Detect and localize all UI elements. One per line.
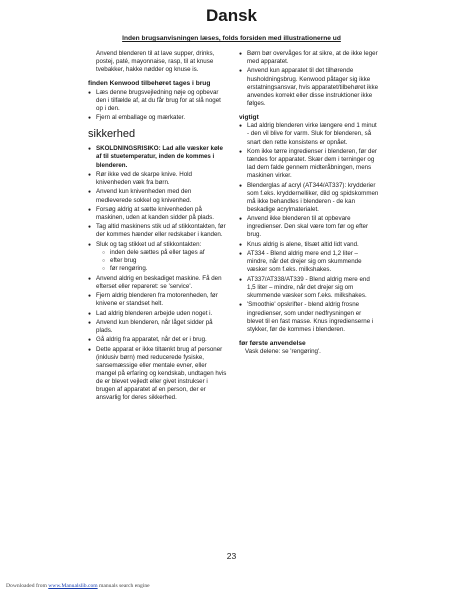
list-item: ● Lad aldrig blenderen virke længere end 1 minut - den vil blive for varm. Sluk for blenderen, så snart den rette konsistens er opnået.: [239, 122, 379, 146]
first-use-text: Vask delene: se 'rengøring'.: [245, 348, 321, 356]
section-heading-before-use: finden Kenwood tilbehøret tages i brug: [88, 80, 211, 88]
list-item: ● Blenderglas af acryl (AT344/AT337): krydderier som f.eks. kryddernelliker, dild og spidskommen må ikke behandles i blenderen - de kan beskadige acrylmaterialet.: [239, 182, 379, 214]
list-item: ● Fjern al emballage og mærkater.: [88, 114, 228, 122]
section-heading-first-use: før første anvendelse: [239, 339, 306, 347]
list-item: ● Rør ikke ved de skarpe knive. Hold knivenheden væk fra børn.: [88, 171, 228, 187]
safety-list-continued: [239, 50, 379, 108]
download-footer: [6, 583, 150, 589]
list-item: ● Anvend aldrig en beskadiget maskine. Få den efterset eller repareret: se 'service'.: [88, 275, 228, 291]
footer-suffix: manuals search engine: [99, 583, 150, 589]
intro-paragraph: Anvend blenderen til at lave supper, drinks, postej, paté, mayonnaise, rasp, til at knuse tvebakker, hakke nødder og knuse is.: [96, 50, 215, 74]
list-item: ● Dette apparat er ikke tiltænkt brug af personer (inklusiv børn) med reducerede fysiske, sansemæssige eller mentale evner, eller mangel på erfaring og kendskab, undtagen hvis de er blevet vejledt eller givet instrukser i brugen af apparatet af en person, der er ansvarlig for deres sikkerhed.: [88, 346, 228, 403]
list-item: ● Anvend kun blenderen, når låget sidder på plads.: [88, 319, 228, 335]
list-item: ● Kom ikke tørre ingredienser i blenderen, før der tændes for apparatet. Skær dem i terninger og lad dem falde gennem midteråbningen, mens maskinen virker.: [239, 148, 379, 180]
list-item: ● Anvend ikke blenderen til at opbevare ingredienser. Den skal være tom før og efter brug.: [239, 215, 379, 239]
list-item: ● Gå aldrig fra apparatet, når det er i brug.: [88, 336, 228, 344]
sub-list-item: ○ inden dele sættes på eller tages af: [96, 249, 228, 257]
list-item: ● 'Smoothie' opskrifter - blend aldrig frosne ingredienser, som under nedfrysningen er blevet til en fast masse. Knus ingredienserne i stykker, før de kommes i blenderen.: [239, 301, 379, 333]
right-column: [239, 50, 379, 356]
list-item: [88, 241, 228, 273]
manualslib-link[interactable]: www.Manualslib.com: [48, 583, 98, 589]
footer-prefix: Downloaded from: [6, 583, 47, 589]
sub-list-item: ○ før rengøring.: [96, 265, 228, 273]
list-item: ● Læs denne brugsvejledning nøje og opbevar den i tilfælde af, at du får brug for at slå noget op i den.: [88, 89, 228, 113]
list-item: [88, 145, 228, 169]
list-item: ● AT337/AT338/AT339 - Blend aldrig mere end 1,5 liter – mindre, når det drejer sig om skummende væsker som f.eks. milkshakes.: [239, 276, 379, 300]
left-column: [88, 50, 228, 404]
unplug-sublist: [96, 249, 228, 273]
important-list: [239, 122, 379, 333]
page-title: Dansk: [205, 6, 258, 25]
sub-list-item: ○ efter brug: [96, 257, 228, 265]
list-item: ● Knus aldrig is alene, tilsæt altid lidt vand.: [239, 241, 379, 249]
before-use-list: [88, 89, 228, 123]
list-item: ● Anvend kun knivenheden med den medleverede sokkel og knivenhed.: [88, 188, 228, 204]
safety-list: [88, 145, 228, 402]
unplug-intro: Sluk og tag stikket ud af stikkontakten:: [96, 240, 202, 248]
page-number: 23: [226, 551, 237, 561]
list-item: ● Tag altid maskinens stik ud af stikkontakten, før der kommes hænder eller redskaber i kanden.: [88, 223, 228, 239]
scald-risk-text: SKOLDNINGSRISIKO: Lad alle væsker køle af til stuetemperatur, inden de kommes i blenderen.: [96, 145, 223, 169]
list-item: ● Børn bør overvåges for at sikre, at de ikke leger med apparatet.: [239, 50, 379, 66]
section-heading-important: vigtigt: [239, 113, 259, 121]
list-item: ● Anvend kun apparatet til det tilhørende husholdningsbrug. Kenwood påtager sig ikke erstatningsansvar, hvis apparatet/tilbehøret ikke anvendes korrekt eller disse instruktioner ikke følges.: [239, 67, 379, 107]
list-item: ● Fjern aldrig blenderen fra motorenheden, før knivene er standset helt.: [88, 292, 228, 308]
list-item: ● Lad aldrig blenderen arbejde uden noget i.: [88, 310, 228, 318]
section-heading-safety: sikkerhed: [88, 128, 136, 141]
page-subtitle: Inden brugsanvisningen læses, folds forsiden med illustrationerne ud: [122, 35, 341, 42]
list-item: ● Forsøg aldrig at sætte knivenheden på maskinen, uden at kanden sidder på plads.: [88, 206, 228, 222]
list-item: ● AT334 - Blend aldrig mere end 1,2 liter – mindre, når det drejer sig om skummende væsker som f.eks. milkshakes.: [239, 250, 379, 274]
